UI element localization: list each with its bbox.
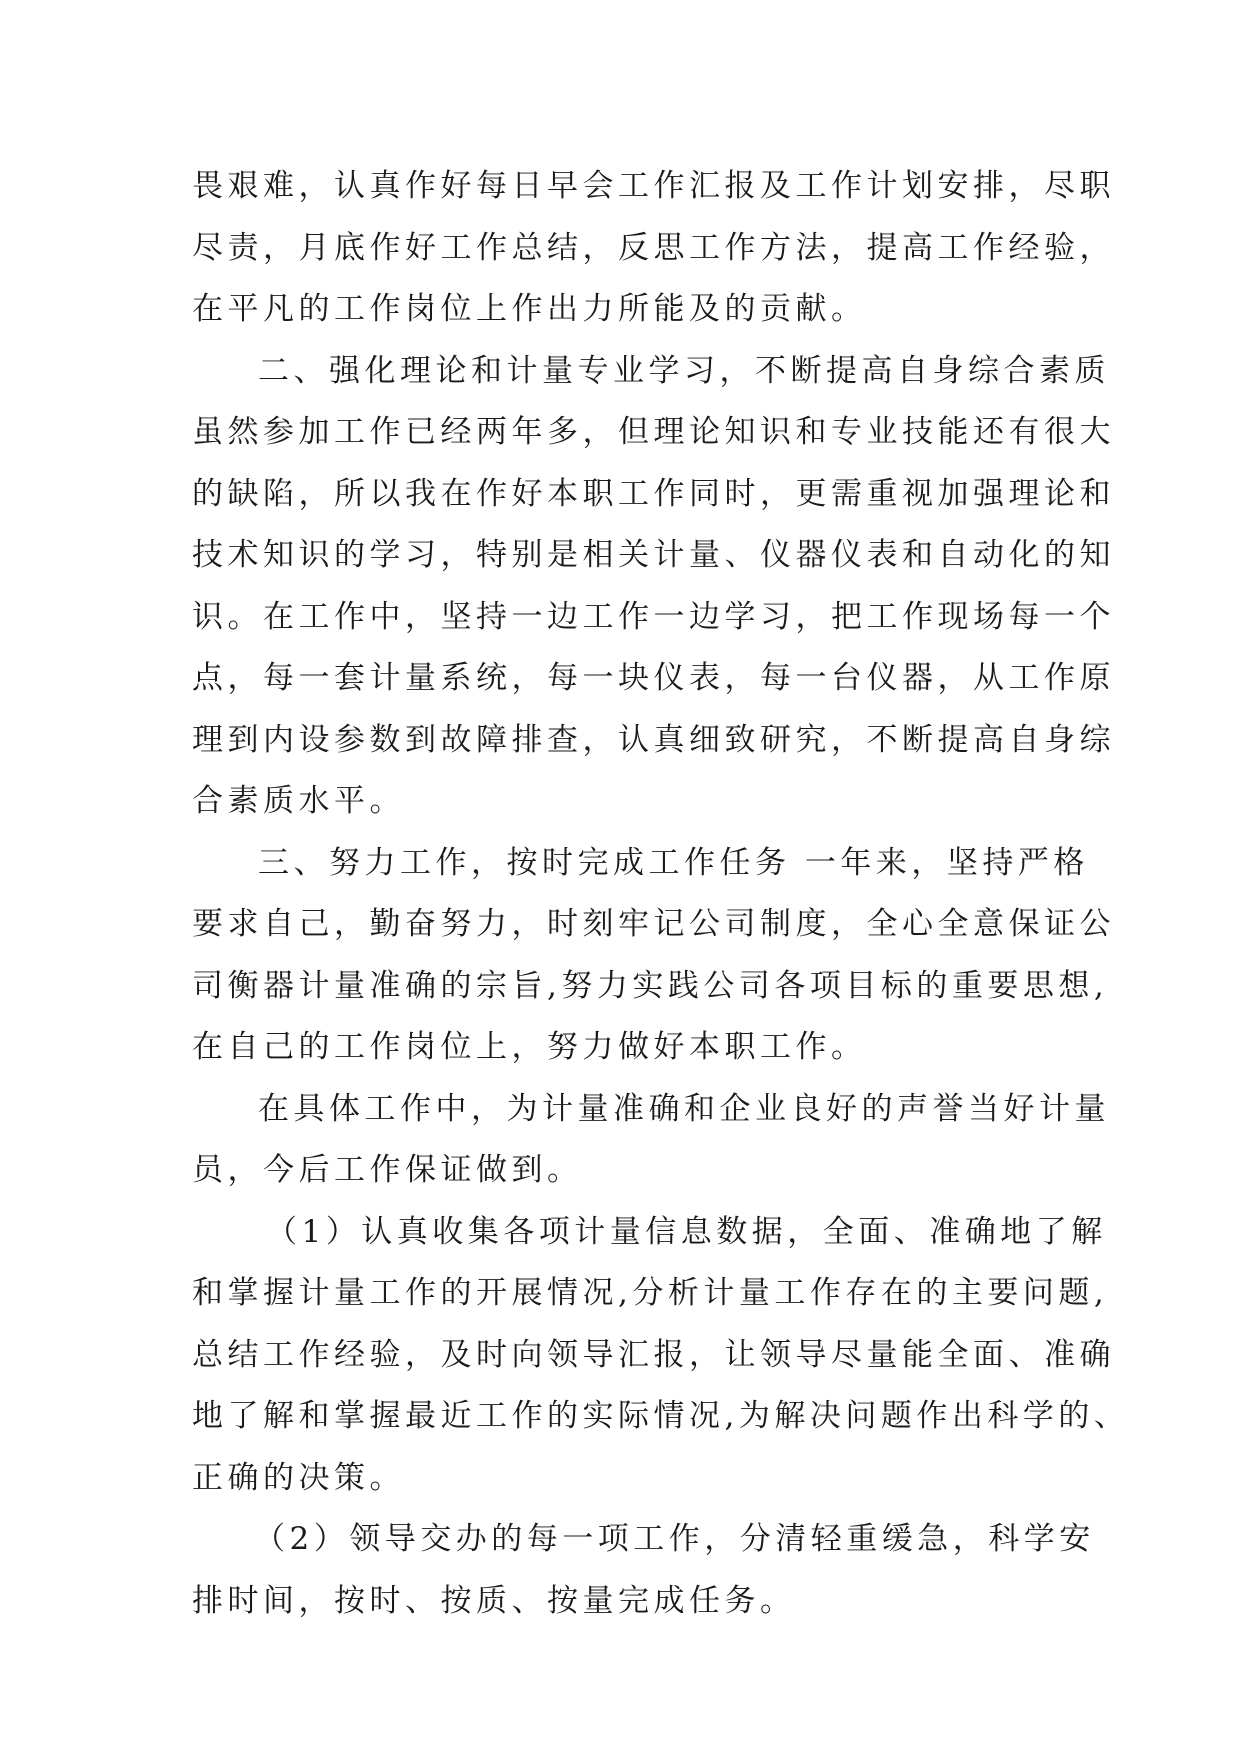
list-item-line: （2）领导交办的每一项工作，分清轻重缓急，科学安 <box>254 1521 1095 1557</box>
text-line: 合素质水平。 <box>192 783 405 819</box>
list-item-line: （1）认真收集各项计量信息数据，全面、准确地了解 <box>266 1213 1107 1250</box>
text-line: 要求自己，勤奋努力，时刻牢记公司制度，全心全意保证公 <box>192 906 1115 942</box>
section-heading-line: 二、强化理论和计量专业学习，不断提高自身综合素质 <box>258 352 1110 389</box>
text-line: 司衡器计量准确的宗旨,努力实践公司各项目标的重要思想, <box>192 967 1109 1004</box>
paragraph-start-line: 在具体工作中，为计量准确和企业良好的声誉当好计量 <box>258 1090 1110 1127</box>
text-line: 在平凡的工作岗位上作出力所能及的贡献。 <box>192 291 867 327</box>
document-body <box>192 156 1130 1632</box>
text-line: 员，今后工作保证做到。 <box>192 1152 583 1188</box>
text-line: 总结工作经验，及时向领导汇报，让领导尽量能全面、准确 <box>192 1336 1115 1373</box>
text-line: 理到内设参数到故障排查，认真细致研究，不断提高自身综 <box>192 721 1115 758</box>
text-line: 排时间，按时、按质、按量完成任务。 <box>192 1582 796 1619</box>
text-line: 和掌握计量工作的开展情况,分析计量工作存在的主要问题, <box>192 1275 1109 1311</box>
text-line: 识。在工作中，坚持一边工作一边学习，把工作现场每一个 <box>192 598 1115 635</box>
text-line: 虽然参加工作已经两年多，但理论知识和专业技能还有很大 <box>192 414 1115 450</box>
text-line: 点，每一套计量系统，每一块仪表，每一台仪器，从工作原 <box>192 660 1115 696</box>
text-line: 畏艰难，认真作好每日早会工作汇报及工作计划安排，尽职 <box>192 168 1115 204</box>
text-line: 尽责，月底作好工作总结，反思工作方法，提高工作经验， <box>192 229 1115 266</box>
text-line: 地了解和掌握最近工作的实际情况,为解决问题作出科学的、 <box>192 1398 1130 1434</box>
text-line: 正确的决策。 <box>192 1459 405 1496</box>
text-line: 的缺陷，所以我在作好本职工作同时，更需重视加强理论和 <box>192 475 1115 512</box>
section-heading-line: 三、努力工作，按时完成工作任务 一年来，坚持严格 <box>258 844 1089 881</box>
text-line: 技术知识的学习，特别是相关计量、仪器仪表和自动化的知 <box>192 537 1115 573</box>
text-line: 在自己的工作岗位上，努力做好本职工作。 <box>192 1029 867 1065</box>
